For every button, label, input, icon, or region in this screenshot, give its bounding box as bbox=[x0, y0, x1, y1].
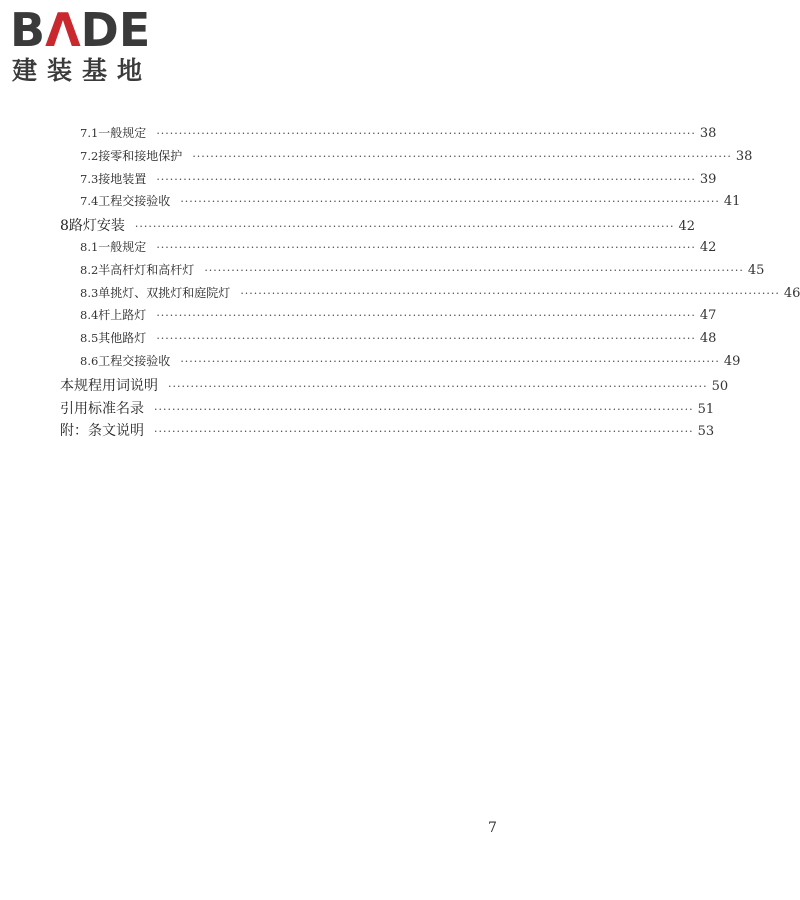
dot-leader: ························································································································ bbox=[156, 309, 696, 323]
toc-entry-number: 8.4 bbox=[80, 308, 99, 323]
toc-entry-page: 45 bbox=[747, 262, 765, 278]
toc-entry[interactable] bbox=[60, 284, 800, 307]
toc-entry[interactable] bbox=[60, 375, 729, 398]
toc-entry-title: 一般规定 bbox=[98, 126, 147, 140]
toc-entry-page: 51 bbox=[697, 401, 715, 417]
toc-entry[interactable] bbox=[60, 398, 715, 421]
toc-entry-title: 路灯安装 bbox=[68, 218, 125, 235]
dot-leader: ························································································································ bbox=[180, 195, 720, 209]
dot-leader: ························································································································ bbox=[192, 149, 732, 163]
toc-entry-page: 48 bbox=[699, 331, 717, 347]
toc-entry-page: 41 bbox=[723, 194, 741, 210]
toc-entry-page: 46 bbox=[783, 285, 800, 301]
toc-entry[interactable] bbox=[60, 215, 696, 238]
toc-entry[interactable] bbox=[60, 261, 765, 284]
dot-leader: ························································································································ bbox=[156, 240, 696, 254]
toc-entry-page: 50 bbox=[711, 378, 729, 394]
dot-leader: ························································································································ bbox=[156, 127, 696, 140]
toc-entry-title: 接地装置 bbox=[98, 171, 147, 186]
toc-entry-number: 8.6 bbox=[80, 353, 99, 368]
logo-subtitle: 建装基地 bbox=[12, 56, 153, 85]
toc-entry[interactable] bbox=[60, 306, 717, 329]
toc-entry-page: 42 bbox=[678, 219, 696, 235]
dot-leader: ························································································································ bbox=[156, 172, 696, 186]
toc-entry[interactable] bbox=[60, 192, 741, 215]
toc-entry-number: 8 bbox=[60, 218, 69, 235]
dot-leader: ························································································································ bbox=[240, 286, 780, 300]
toc-entry-title: 本规程用词说明 bbox=[60, 377, 158, 394]
toc-entry-title: 接零和接地保护 bbox=[98, 148, 183, 163]
toc-entry-number: 8.5 bbox=[80, 331, 99, 346]
page-number: 7 bbox=[488, 820, 497, 836]
dot-leader: ························································································································ bbox=[180, 354, 720, 368]
toc-entry-number: 8.2 bbox=[80, 262, 99, 277]
dot-leader: ························································································································ bbox=[168, 379, 708, 393]
toc-entry-page: 47 bbox=[699, 308, 717, 324]
toc-entry[interactable] bbox=[60, 352, 741, 375]
toc-entry-page: 39 bbox=[699, 171, 717, 187]
bade-logo bbox=[8, 4, 178, 90]
dot-leader: ························································································································ bbox=[156, 332, 696, 346]
logo-wordmark: BΛDE bbox=[10, 3, 151, 57]
toc-entry-number: 7.4 bbox=[80, 194, 99, 209]
toc-entry-number: 7.2 bbox=[80, 148, 99, 163]
toc-entry[interactable] bbox=[60, 147, 753, 170]
dot-leader: ························································································································ bbox=[154, 425, 694, 439]
toc-entry-number: 8.1 bbox=[80, 239, 99, 254]
dot-leader: ························································································································ bbox=[134, 220, 675, 234]
toc-entry-title: 一般规定 bbox=[98, 239, 147, 254]
toc-entry-title: 引用标准名录 bbox=[60, 400, 144, 417]
toc-entry-number: 7.3 bbox=[80, 171, 99, 186]
toc-entry[interactable] bbox=[60, 420, 715, 443]
table-of-contents bbox=[60, 124, 800, 443]
toc-entry-title: 单挑灯、双挑灯和庭院灯 bbox=[98, 285, 231, 300]
toc-entry-number: 8.3 bbox=[80, 285, 99, 300]
toc-entry[interactable] bbox=[60, 329, 717, 352]
toc-entry-page: 38 bbox=[699, 126, 717, 141]
toc-entry-title: 半高杆灯和高杆灯 bbox=[98, 262, 195, 277]
toc-entry-number: 7.1 bbox=[80, 126, 99, 140]
toc-entry-page: 49 bbox=[723, 353, 741, 369]
toc-entry-title: 杆上路灯 bbox=[98, 308, 147, 323]
dot-leader: ························································································································ bbox=[154, 402, 694, 416]
toc-entry-page: 38 bbox=[735, 148, 753, 164]
toc-entry-title: 附：条文说明 bbox=[60, 423, 144, 440]
toc-entry-page: 42 bbox=[699, 239, 717, 255]
toc-entry[interactable] bbox=[60, 124, 717, 147]
dot-leader: ························································································································ bbox=[204, 263, 744, 277]
toc-entry-page: 53 bbox=[697, 424, 715, 440]
toc-entry-title: 工程交接验收 bbox=[98, 353, 171, 368]
toc-entry[interactable] bbox=[60, 238, 717, 261]
toc-entry[interactable] bbox=[60, 170, 717, 193]
toc-entry-title: 其他路灯 bbox=[98, 331, 147, 346]
toc-entry-title: 工程交接验收 bbox=[98, 194, 171, 209]
